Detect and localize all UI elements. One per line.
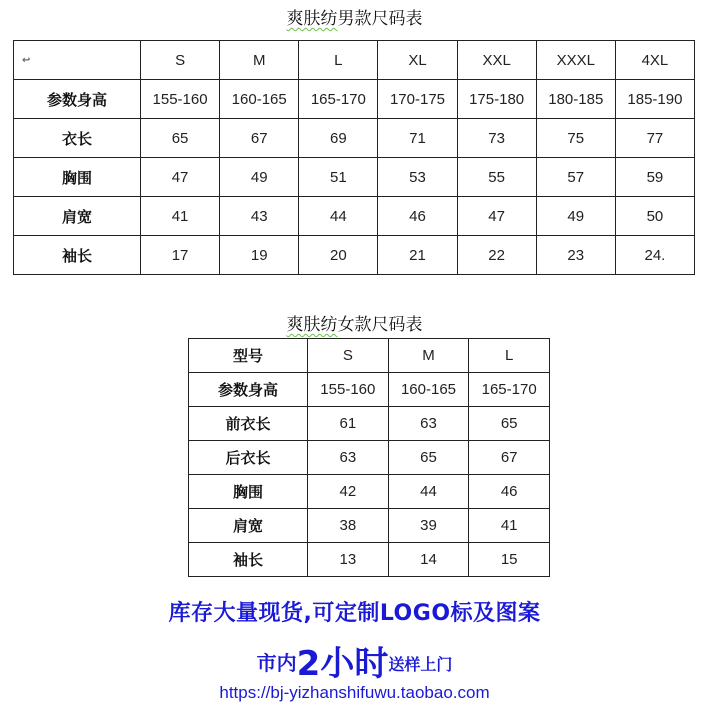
women-size-header: M [388, 339, 469, 373]
men-size-chart-title [0, 4, 709, 29]
men-size-value: 71 [378, 119, 457, 158]
table-row [14, 158, 695, 197]
men-size-value: 59 [615, 158, 694, 197]
men-title-brand: 爽肤纺 [286, 9, 338, 29]
men-size-value: 50 [615, 197, 694, 236]
men-size-header: XXXL [536, 41, 615, 80]
men-size-value: 180-185 [536, 80, 615, 119]
women-size-value: 46 [469, 475, 550, 509]
women-size-value: 13 [308, 543, 389, 577]
men-size-value: 75 [536, 119, 615, 158]
men-size-value: 155-160 [141, 80, 220, 119]
women-size-header: L [469, 339, 550, 373]
men-corner-mark: ↩ [14, 41, 141, 80]
men-size-header: S [141, 41, 220, 80]
women-row-label: 肩宽 [189, 509, 308, 543]
women-title-brand: 爽肤纺 [286, 315, 338, 335]
table-row [189, 441, 550, 475]
men-size-value: 53 [378, 158, 457, 197]
men-row-label: 胸围 [14, 158, 141, 197]
women-row-label: 袖长 [189, 543, 308, 577]
men-size-header: XL [378, 41, 457, 80]
women-header-row [189, 339, 550, 373]
men-size-value: 19 [220, 236, 299, 275]
promo-delivery-area: 市内 [256, 651, 297, 675]
men-size-table [13, 40, 695, 275]
men-size-value: 17 [141, 236, 220, 275]
promo-delivery-line [0, 636, 709, 685]
table-row [189, 373, 550, 407]
women-size-chart-title [0, 310, 709, 335]
men-size-value: 43 [220, 197, 299, 236]
table-row [189, 475, 550, 509]
women-size-value: 165-170 [469, 373, 550, 407]
women-size-value: 67 [469, 441, 550, 475]
women-row-label: 后衣长 [189, 441, 308, 475]
women-size-header: S [308, 339, 389, 373]
men-size-header: 4XL [615, 41, 694, 80]
men-size-value: 160-165 [220, 80, 299, 119]
men-size-value: 170-175 [378, 80, 457, 119]
women-size-value: 65 [388, 441, 469, 475]
men-size-value: 185-190 [615, 80, 694, 119]
women-title-text: 女款尺码表 [337, 315, 423, 335]
men-title-text: 男款尺码表 [337, 9, 423, 29]
women-size-value: 61 [308, 407, 389, 441]
men-size-header: M [220, 41, 299, 80]
men-row-label: 肩宽 [14, 197, 141, 236]
table-row [189, 407, 550, 441]
women-size-value: 44 [388, 475, 469, 509]
table-row [14, 236, 695, 275]
men-size-value: 21 [378, 236, 457, 275]
men-size-value: 65 [141, 119, 220, 158]
women-header-label: 型号 [189, 339, 308, 373]
women-size-value: 160-165 [388, 373, 469, 407]
shop-url[interactable]: https://bj-yizhanshifuwu.taobao.com [219, 683, 490, 702]
men-header-row [14, 41, 695, 80]
women-size-value: 41 [469, 509, 550, 543]
men-size-value: 175-180 [457, 80, 536, 119]
women-size-value: 14 [388, 543, 469, 577]
table-row [14, 80, 695, 119]
men-size-value: 55 [457, 158, 536, 197]
men-size-value: 57 [536, 158, 615, 197]
men-size-value: 49 [536, 197, 615, 236]
women-row-label: 胸围 [189, 475, 308, 509]
men-size-value: 165-170 [299, 80, 378, 119]
table-row [14, 119, 695, 158]
men-size-value: 46 [378, 197, 457, 236]
men-size-value: 20 [299, 236, 378, 275]
men-size-header: L [299, 41, 378, 80]
men-size-value: 41 [141, 197, 220, 236]
women-size-value: 63 [388, 407, 469, 441]
men-size-value: 67 [220, 119, 299, 158]
men-size-value: 77 [615, 119, 694, 158]
men-size-value: 49 [220, 158, 299, 197]
men-size-value: 47 [141, 158, 220, 197]
women-size-value: 42 [308, 475, 389, 509]
promo-delivery-service: 送样上门 [388, 655, 453, 674]
men-size-value: 23 [536, 236, 615, 275]
table-row [189, 509, 550, 543]
women-size-value: 15 [469, 543, 550, 577]
women-size-value: 39 [388, 509, 469, 543]
men-size-value: 69 [299, 119, 378, 158]
women-size-value: 38 [308, 509, 389, 543]
men-size-value: 47 [457, 197, 536, 236]
table-row [189, 543, 550, 577]
promo-stock-line: 库存大量现货,可定制LOGO标及图案 [168, 601, 541, 626]
men-size-value: 51 [299, 158, 378, 197]
women-size-value: 63 [308, 441, 389, 475]
men-size-value: 73 [457, 119, 536, 158]
men-size-value: 24. [615, 236, 694, 275]
women-row-label: 前衣长 [189, 407, 308, 441]
men-size-value: 22 [457, 236, 536, 275]
table-row [14, 197, 695, 236]
women-size-value: 65 [469, 407, 550, 441]
men-row-label: 袖长 [14, 236, 141, 275]
men-row-label: 参数身高 [14, 80, 141, 119]
women-size-value: 155-160 [308, 373, 389, 407]
men-size-value: 44 [299, 197, 378, 236]
men-row-label: 衣长 [14, 119, 141, 158]
women-size-table [188, 338, 550, 577]
promo-delivery-time: 2小时 [296, 644, 389, 684]
women-row-label: 参数身高 [189, 373, 308, 407]
men-size-header: XXL [457, 41, 536, 80]
